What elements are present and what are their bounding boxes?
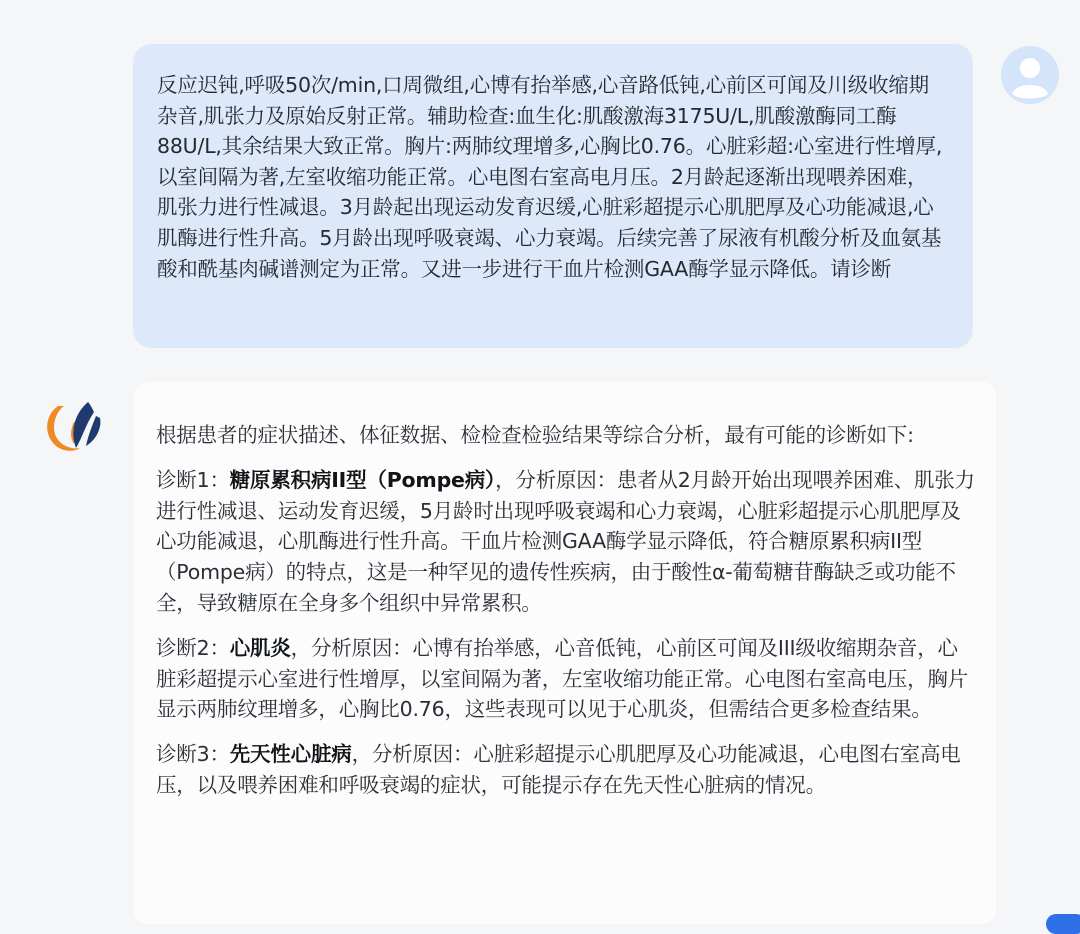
diagnosis-name: 糖原累积病II型（Pompe病） xyxy=(229,467,496,492)
assistant-message xyxy=(156,420,976,815)
diagnosis-name: 先天性心脏病 xyxy=(229,742,352,767)
diagnosis-item-1 xyxy=(156,465,976,619)
diagnosis-reason: ，分析原因：患者从2月龄开始出现喂养困难、肌张力进行性减退、运动发育迟缓，5月龄时出现呼吸衰竭和心力衰竭，心脏彩超提示心肌肥厚及心功能减退，心肌酶进行性升高。干血片检测GAA酶学显示降低，符合糖原累积病II型（Pompe病）的特点，这是一种罕见的遗传性疾病，由于酸性α-葡萄糖苷酶缺乏或功能不全，导致糖原在全身多个组织中异常累积。 xyxy=(156,467,975,615)
diagnosis-item-3 xyxy=(156,739,976,801)
diagnosis-name: 心肌炎 xyxy=(229,635,291,660)
corner-button[interactable] xyxy=(1046,914,1080,934)
user-message-row xyxy=(0,0,1080,360)
diagnosis-prefix: 诊断2： xyxy=(156,635,230,660)
assistant-intro: 根据患者的症状描述、体征数据、检检查检验结果等综合分析，最有可能的诊断如下: xyxy=(156,423,914,447)
diagnosis-prefix: 诊断1： xyxy=(156,467,230,492)
diagnosis-item-2 xyxy=(156,633,976,725)
user-message-text: 反应迟钝,呼吸50次/min,口周微组,心博有抬举感,心音路低钝,心前区可闻及川级收缩期杂音,肌张力及原始反射正常。辅助检查:血生化:肌酸激海3175U/L,肌酸激酶同工酶88U/L,其余结果大致正常。胸片:两肺纹理增多,心胸比0.76。心脏彩超:心室进行性增厚,以室间隔为著,左室收缩功能正常。心电图右室高电月压。2月龄起逐渐出现喂养困难，肌张力进行性减退。3月龄起出现运动发育迟缓,心脏彩超提示心肌肥厚及心功能减退,心肌酶进行性升高。5月龄出现呼吸衰竭、心力衰竭。后续完善了尿液有机酸分析及血氨基酸和酰基肉碱谱测定为正常。又进一步进行干血片检测GAA酶学显示降低。请诊断 xyxy=(157,73,943,281)
user-message-bubble xyxy=(133,44,973,348)
diagnosis-prefix: 诊断3： xyxy=(156,742,230,767)
diagnosis-reason: ，分析原因：心博有抬举感，心音低钝，心前区可闻及III级收缩期杂音，心脏彩超提示心室进行性增厚，以室间隔为著，左室收缩功能正常。心电图右室高电压，胸片显示两肺纹理增多，心胸比0.76，这些表现可以见于心肌炎，但需结合更多检查结果。 xyxy=(156,635,968,722)
assistant-logo-icon xyxy=(44,394,106,456)
diagnosis-reason: ，分析原因：心脏彩超提示心肌肥厚及心功能减退，心电图右室高电压，以及喂养困难和呼吸衰竭的症状，可能提示存在先天性心脏病的情况。 xyxy=(156,742,961,797)
user-avatar-icon[interactable] xyxy=(1001,46,1059,104)
